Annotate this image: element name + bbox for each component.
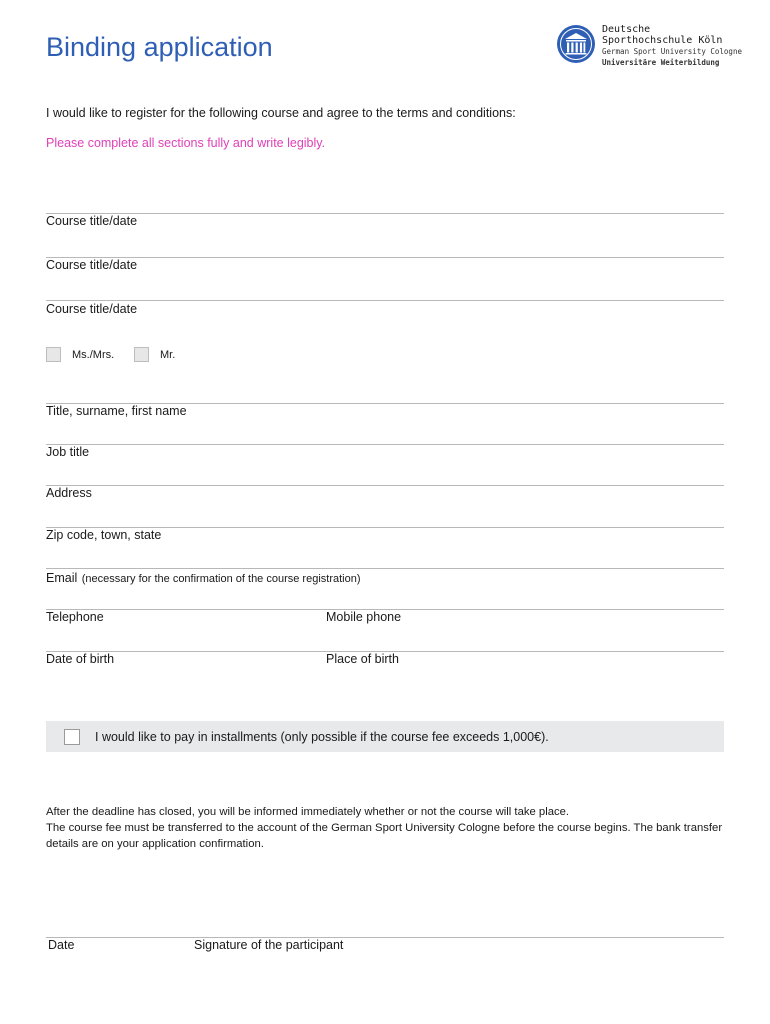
field-rule xyxy=(46,213,724,214)
logo-line-4: Universitäre Weiterbildung xyxy=(602,58,720,67)
telephone-field[interactable]: Telephone xyxy=(46,610,104,624)
email-field[interactable] xyxy=(46,569,361,587)
field-rule xyxy=(46,444,724,445)
logo-line-2: Sporthochschule Köln xyxy=(602,35,723,46)
mr-label: Mr. xyxy=(160,349,176,361)
field-rule xyxy=(46,485,724,486)
field-rule xyxy=(46,257,724,258)
email-label: Email xyxy=(46,571,78,585)
course-field-3[interactable]: Course title/date xyxy=(46,302,138,316)
field-rule xyxy=(46,300,724,301)
instruction-note: Please complete all sections fully and write legibly. xyxy=(46,136,326,150)
info-line-1: After the deadline has closed, you will be informed immediately whether or not the course will take place. xyxy=(46,806,570,818)
intro-text: I would like to register for the following course and agree to the terms and conditions: xyxy=(46,106,516,120)
name-field[interactable]: Title, surname, first name xyxy=(46,404,187,418)
place-of-birth-field[interactable]: Place of birth xyxy=(326,652,399,666)
university-logo xyxy=(556,22,742,72)
course-field-1[interactable]: Course title/date xyxy=(46,214,138,228)
participant-signature-field[interactable]: Signature of the participant xyxy=(194,938,344,952)
info-paragraph xyxy=(46,804,736,852)
address-field[interactable]: Address xyxy=(46,486,92,500)
university-columns-icon xyxy=(556,24,596,64)
installments-label: I would like to pay in installments (only possible if the course fee exceeds 1,000€). xyxy=(95,730,549,744)
mobile-phone-field[interactable]: Mobile phone xyxy=(326,610,402,624)
email-note: (necessary for the confirmation of the course registration) xyxy=(81,573,361,585)
signature-rule xyxy=(46,937,724,938)
course-field-2[interactable]: Course title/date xyxy=(46,258,138,272)
info-line-2: The course fee must be transferred to the account of the German Sport University Cologne before the course begins. The bank transfer details are on your application confirmation. xyxy=(46,822,723,850)
job-title-field[interactable]: Job title xyxy=(46,445,90,459)
ms-mrs-checkbox[interactable] xyxy=(46,347,61,362)
date-signature-field[interactable]: Date xyxy=(48,938,75,952)
mr-checkbox[interactable] xyxy=(134,347,149,362)
zip-field[interactable]: Zip code, town, state xyxy=(46,528,162,542)
page-title: Binding application xyxy=(46,32,273,62)
logo-line-3: German Sport University Cologne xyxy=(602,47,742,56)
installments-checkbox[interactable] xyxy=(64,729,80,745)
date-of-birth-field[interactable]: Date of birth xyxy=(46,652,115,666)
logo-line-1: Deutsche xyxy=(602,24,651,35)
ms-mrs-label: Ms./Mrs. xyxy=(72,349,115,361)
